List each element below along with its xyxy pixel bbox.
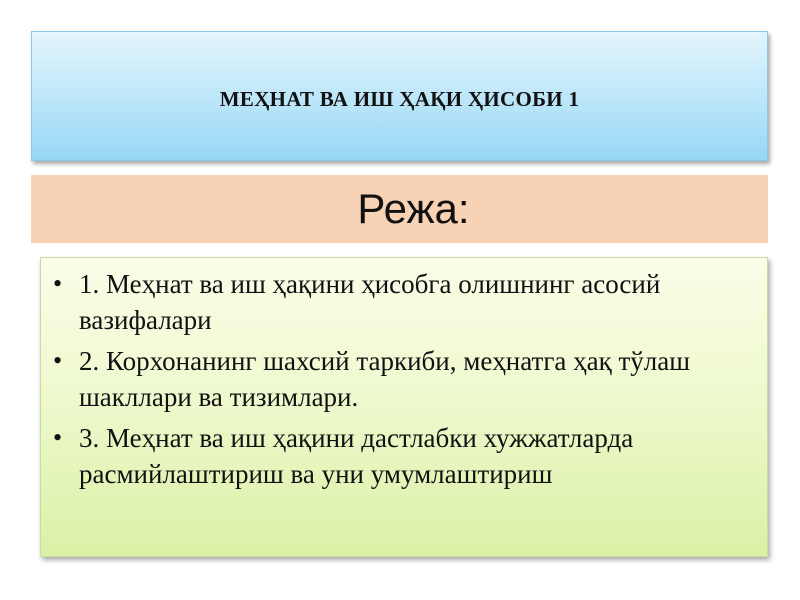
slide-title: МЕҲНАТ ВА ИШ ҲАҚИ ҲИСОБИ 1 — [219, 86, 580, 111]
title-banner — [31, 31, 768, 161]
subtitle-banner — [31, 175, 768, 243]
list-item — [51, 420, 749, 492]
list-item-text: 1. Меҳнат ва иш ҳақини ҳисобга олишнинг асосий вазифалари — [79, 269, 661, 335]
bullet-list — [51, 266, 749, 492]
slide-subtitle: Режа: — [357, 185, 470, 232]
list-item — [51, 343, 749, 415]
list-item-text: 2. Корхонанинг шахсий таркиби, меҳнатга ҳақ тўлаш шакллари ва тизимлари. — [79, 346, 691, 412]
content-panel — [40, 257, 768, 557]
list-item-text: 3. Меҳнат ва иш ҳақини дастлабки хужжатларда расмийлаштириш ва уни умумлаштириш — [79, 423, 634, 489]
bullet-icon: • — [53, 346, 63, 375]
bullet-icon: • — [53, 269, 63, 298]
list-item — [51, 266, 749, 338]
bullet-icon: • — [53, 423, 63, 452]
